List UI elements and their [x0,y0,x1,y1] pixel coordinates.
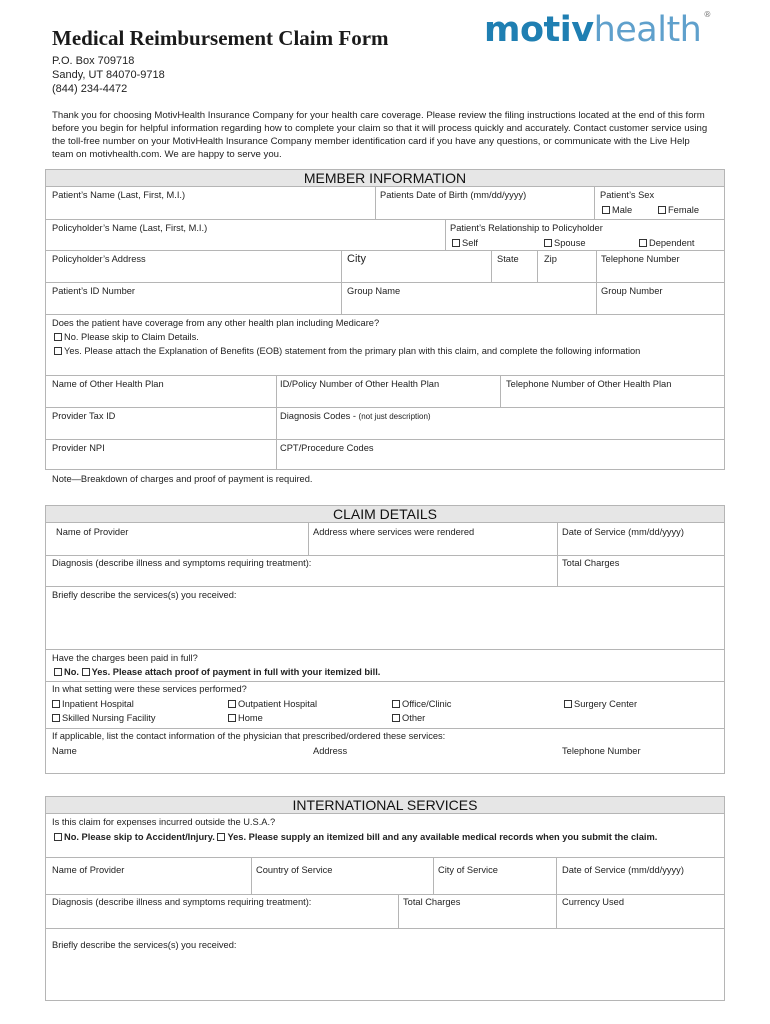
outside-no-checkbox[interactable] [54,832,215,842]
paid-yes-checkbox[interactable] [82,667,381,677]
outside-options [54,832,657,842]
intl-services-label: Briefly describe the services(s) you received: [52,940,237,950]
logo-motiv: motiv [484,10,594,50]
intl-city-label: City of Service [438,865,498,875]
inpatient-checkbox[interactable] [52,699,134,709]
surgery-checkbox[interactable] [564,699,637,709]
diagnosis-codes-note: (not just description) [358,412,431,421]
country-label: Country of Service [256,865,333,875]
telephone-label: Telephone Number [601,254,680,264]
physician-name-label: Name [52,746,77,756]
snf-checkbox[interactable] [52,713,156,723]
paid-options [54,667,380,677]
other-plan-name-label: Name of Other Health Plan [52,379,164,389]
paid-question: Have the charges been paid in full? [52,653,198,663]
group-name-label: Group Name [347,286,401,296]
other-label: Other [402,713,426,723]
other-plan-phone-label: Telephone Number of Other Health Plan [506,379,672,389]
claim-total-charges-label: Total Charges [562,558,620,568]
surgery-label: Surgery Center [574,699,638,709]
outside-question: Is this claim for expenses incurred outside the U.S.A.? [52,817,276,827]
diagnosis-codes-label [280,411,431,421]
dependent-label: Dependent [649,238,695,248]
home-checkbox[interactable] [228,713,263,723]
zip-label: Zip [544,254,557,264]
home-label: Home [238,713,263,723]
city-label: City [347,253,366,265]
self-checkbox[interactable] [452,238,478,248]
female-checkbox[interactable] [658,205,699,215]
provider-tax-id-label: Provider Tax ID [52,411,116,421]
other-checkbox[interactable] [392,713,425,723]
state-label: State [497,254,519,264]
patient-id-label: Patient’s ID Number [52,286,136,296]
intl-diagnosis-label: Diagnosis (describe illness and symptoms requiring treatment): [52,897,312,907]
paid-no-checkbox[interactable] [54,667,79,677]
po-box: P.O. Box 709718 [52,55,135,67]
form-title: Medical Reimbursement Claim Form [52,26,389,50]
other-coverage-no-label: No. Please skip to Claim Details. [64,332,199,342]
outside-yes-checkbox[interactable] [217,832,657,842]
intl-provider-name-label: Name of Provider [52,865,125,875]
claim-details-heading: CLAIM DETAILS [45,505,725,523]
logo-health: health [593,10,702,50]
intl-total-charges-label: Total Charges [403,897,461,907]
office-checkbox[interactable] [392,699,451,709]
physician-phone-label: Telephone Number [562,746,641,756]
group-number-label: Group Number [601,286,663,296]
physician-address-label: Address [313,746,348,756]
claim-date-label: Date of Service (mm/dd/yyyy) [562,527,684,537]
claim-diagnosis-label: Diagnosis (describe illness and symptoms requiring treatment): [52,558,312,568]
other-plan-id-label: ID/Policy Number of Other Health Plan [280,379,440,389]
city-state-zip: Sandy, UT 84070-9718 [52,69,165,81]
spouse-label: Spouse [554,238,586,248]
dependent-checkbox[interactable] [639,238,695,248]
male-label: Male [612,205,633,215]
international-heading: INTERNATIONAL SERVICES [45,796,725,814]
policyholder-name-label: Policyholder’s Name (Last, First, M.I.) [52,223,208,233]
provider-npi-label: Provider NPI [52,443,105,453]
claim-services-label: Briefly describe the services(s) you received: [52,590,237,600]
outpatient-label: Outpatient Hospital [238,699,318,709]
phone-number: (844) 234-4472 [52,83,128,95]
other-coverage-no[interactable] [54,332,199,342]
charges-note: Note—Breakdown of charges and proof of payment is required. [52,474,313,484]
policyholder-address-label: Policyholder’s Address [52,254,146,264]
dob-label: Patients Date of Birth (mm/dd/yyyy) [380,190,527,200]
snf-label: Skilled Nursing Facility [62,713,156,723]
other-coverage-yes-label: Yes. Please attach the Explanation of Benefits (EOB) statement from the primary plan with this claim, and complete the following information [64,346,641,356]
member-info-heading: MEMBER INFORMATION [45,169,725,187]
office-label: Office/Clinic [402,699,452,709]
claim-details-grid [45,522,725,774]
other-coverage-question: Does the patient have coverage from any other health plan including Medicare? [52,318,380,328]
setting-question: In what setting were these services performed? [52,684,247,694]
paid-no-label: No. [64,667,79,677]
diagnosis-codes-text: Diagnosis Codes - [280,411,359,421]
patient-name-label: Patient’s Name (Last, First, M.I.) [52,190,186,200]
address-rendered-label: Address where services were rendered [313,527,475,537]
intl-date-label: Date of Service (mm/dd/yyyy) [562,865,684,875]
outside-yes-label: Yes. Please supply an itemized bill and any available medical records when you submit the claim. [227,832,658,842]
motivhealth-logo [484,10,711,50]
outside-no-label: No. Please skip to Accident/Injury. [64,832,215,842]
physician-question: If applicable, list the contact information of the physician that prescribed/ordered these services: [52,731,446,741]
relationship-label: Patient’s Relationship to Policyholder [450,223,603,233]
male-checkbox[interactable] [602,205,632,215]
logo-registered: ® [703,10,711,19]
member-info-grid [45,186,725,470]
outpatient-checkbox[interactable] [228,699,317,709]
paid-yes-label: Yes. Please attach proof of payment in full with your itemized bill. [91,667,381,677]
female-label: Female [668,205,700,215]
self-label: Self [462,238,479,248]
intro-paragraph: Thank you for choosing MotivHealth Insurance Company for your health care coverage. Please review the filing instructions located at the end of this form before you begin for helpful information regarding how to complete your claim so that it will process quickly and accurately. Contact customer service using the toll-free number on your MotivHealth Insurance Company member identification card if you have any questions, or communicate with the Live Help team on motivhealth.com. We are happy to serve you. [52,110,708,161]
cpt-codes-label: CPT/Procedure Codes [280,443,374,453]
inpatient-label: Inpatient Hospital [62,699,134,709]
other-coverage-yes[interactable] [54,346,640,356]
currency-label: Currency Used [562,897,625,907]
claim-provider-name-label: Name of Provider [56,527,129,537]
international-grid [45,813,725,1001]
sex-label: Patient’s Sex [600,190,655,200]
spouse-checkbox[interactable] [544,238,586,248]
